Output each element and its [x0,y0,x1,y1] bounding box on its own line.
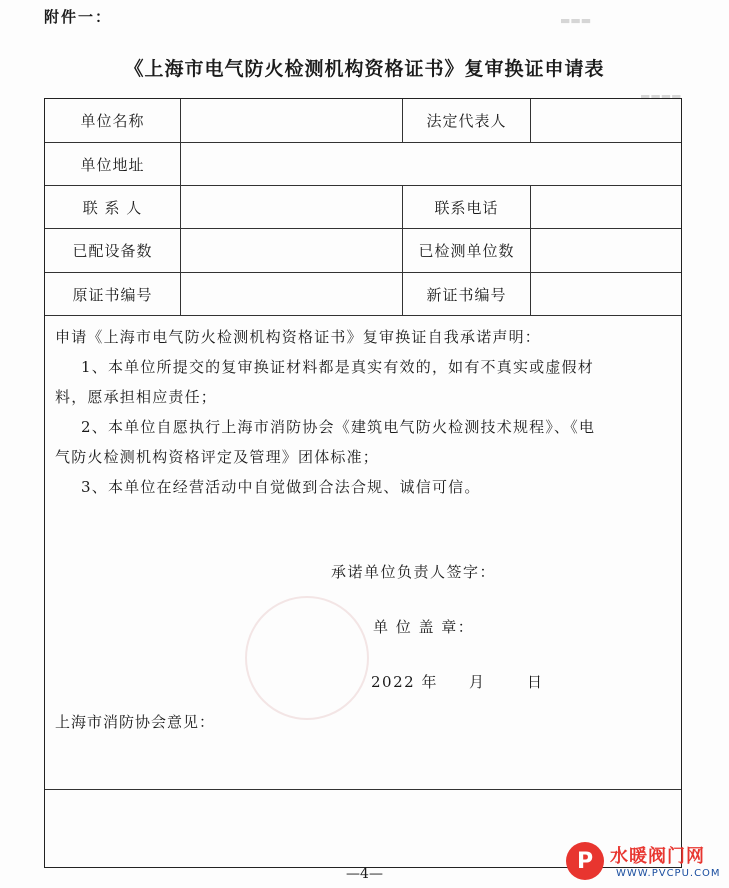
document-title: 《上海市电气防火检测机构资格证书》复审换证申请表 [124,58,605,80]
site-watermark-logo [566,840,726,886]
page-number: —4— [346,866,383,882]
pledge-item-2-cont: 气防火检测机构资格评定及管理》团体标准； [55,448,380,466]
new-certificate-field[interactable] [530,273,683,315]
form-row [45,143,681,186]
unit-name-label: 单位名称 [80,112,145,130]
tested-units-label: 已检测单位数 [402,229,530,272]
equipment-count-label: 已配设备数 [72,242,153,260]
date-day: 日 [527,673,544,691]
pvcpu-logo-icon: P [566,842,604,880]
signer-label: 承诺单位负责人签字： [331,563,497,581]
equipment-count-field[interactable] [180,229,402,272]
attachment-label: 附件一： [44,8,113,26]
unit-address-label: 单位地址 [80,155,145,174]
bleed-through-text: ▬▬▬▬ [640,90,682,103]
pledge-item-2: 2、本单位自愿执行上海市消防协会《建筑电气防火检测技术规程》、《电 [81,418,596,436]
watermark-url: WWW.PVCPU.COM [616,868,721,879]
association-opinion-label: 上海市消防协会意见： [55,713,216,731]
watermark-brand: 水暖阀门网 [610,846,705,867]
form-row [45,186,681,229]
contact-phone-field[interactable] [530,186,683,228]
pledge-item-3: 3、本单位在经营活动中自觉做到合法合规、诚信可信。 [81,478,481,496]
form-row [45,229,681,273]
pledge-item-1-cont: 料，愿承担相应责任； [55,388,218,406]
application-form-table [44,98,682,868]
legal-representative-field[interactable] [530,99,683,142]
contact-person-label: 联 系 人 [82,198,143,217]
tested-units-field[interactable] [530,229,683,272]
date-month: 月 [469,673,486,691]
contact-phone-label: 联系电话 [402,186,530,228]
form-row [45,99,681,143]
faint-seal-stamp [245,596,369,720]
unit-name-field[interactable] [180,99,402,142]
form-row [45,273,681,316]
unit-address-field[interactable] [180,143,683,185]
new-certificate-label: 新证书编号 [402,273,530,315]
seal-label: 单 位 盖 章： [373,618,475,636]
legal-representative-label: 法定代表人 [402,99,530,142]
pledge-intro: 申请《上海市电气防火检测机构资格证书》复审换证自我承诺声明： [55,328,542,346]
original-certificate-label: 原证书编号 [72,285,153,304]
contact-person-field[interactable] [180,186,402,228]
date-year: 2022 年 [371,673,438,691]
pledge-item-1: 1、本单位所提交的复审换证材料都是真实有效的，如有不真实或虚假材 [81,358,594,376]
bleed-through-text: ▬▬▬ [560,14,592,27]
original-certificate-field[interactable] [180,273,402,315]
